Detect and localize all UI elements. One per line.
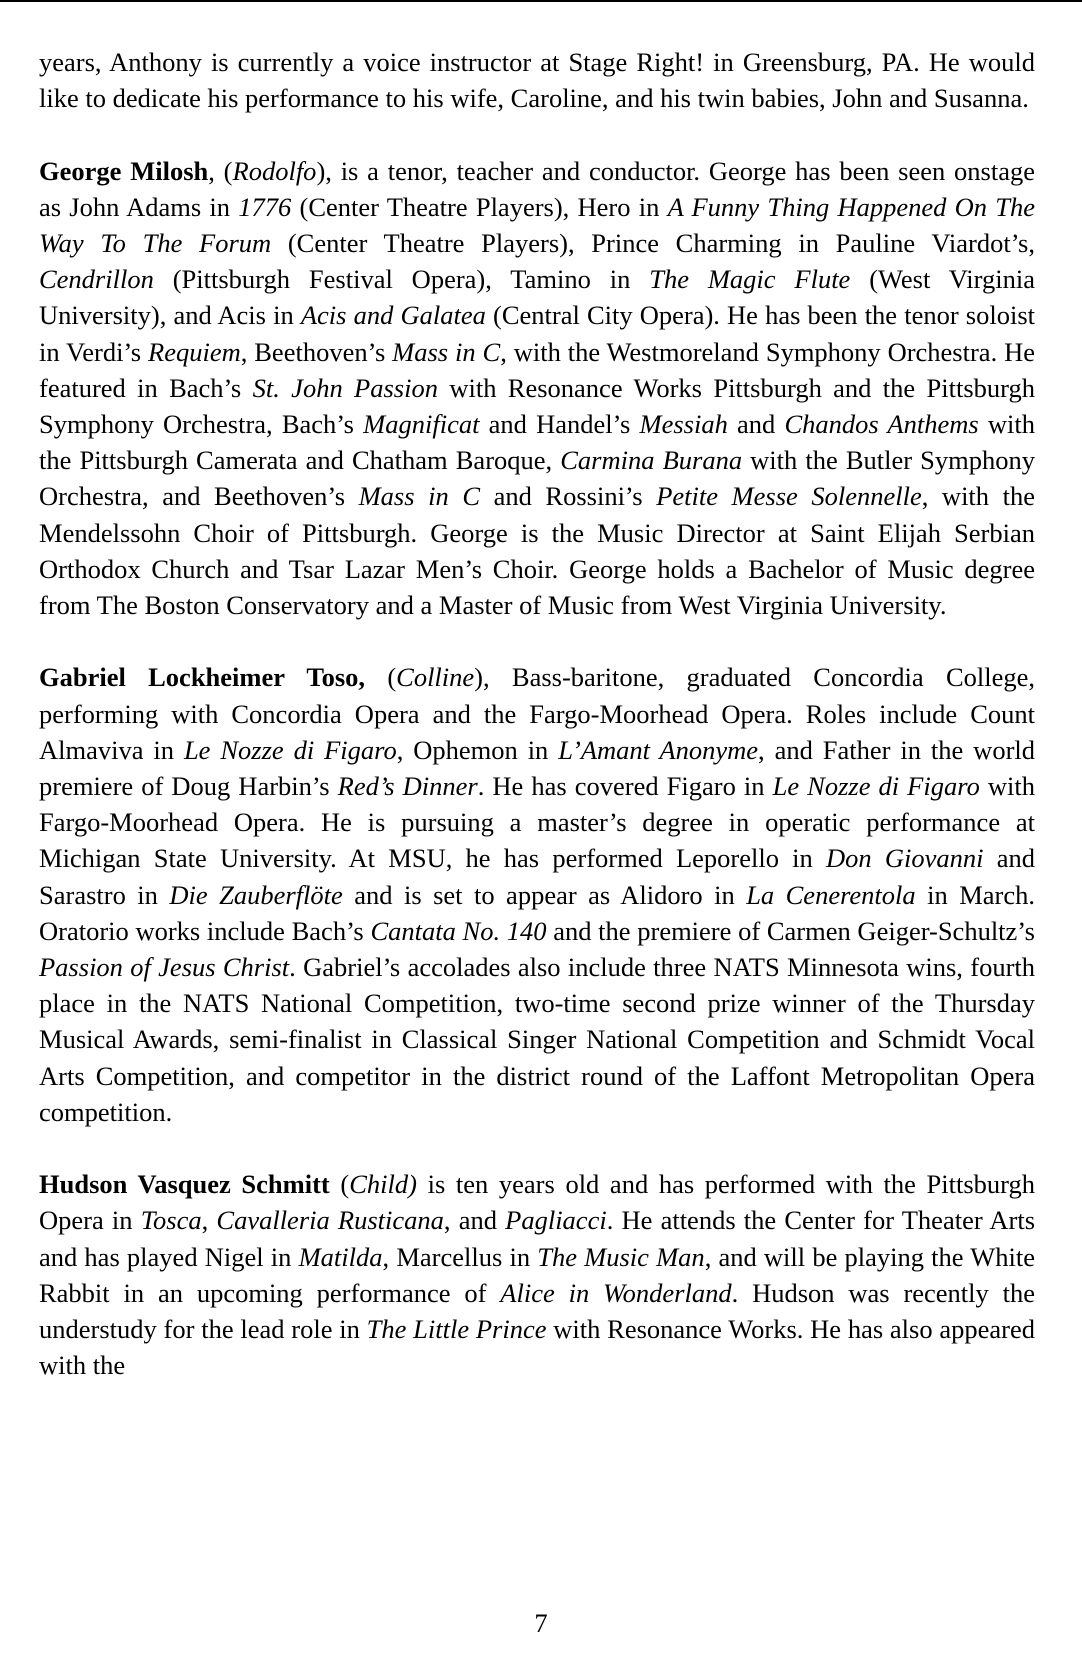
bio-text: with the Pittsburgh Camerata and Chatham Baroque, [39, 409, 1035, 476]
performer-name: Hudson Vasquez Schmitt [39, 1169, 330, 1200]
work-title: Tosca [140, 1205, 202, 1236]
bio-text: and Handel’s [479, 409, 640, 440]
bio-text: (Central City Opera). He has been the tenor soloist in Verdi’s [39, 300, 1035, 367]
work-title: Petite Messe Solennelle [656, 481, 922, 512]
bio-text: (Center Theatre Players), Prince Charming in Pauline Viardot’s, [271, 228, 1035, 258]
bio-text: , with the Westmoreland Symphony Orchestra. He featured in Bach’s [39, 336, 1035, 403]
work-title: Colline [396, 662, 475, 693]
bio-text: in March. Oratorio works include Bach’s [39, 879, 1035, 946]
bio-text: , Ophemon in [396, 734, 559, 765]
bio-text: (West Virginia University), and Acis in [39, 264, 1035, 331]
bio-text: ( [329, 1169, 350, 1200]
work-title: The Little Prince [366, 1314, 547, 1345]
work-title: Cendrillon [39, 264, 154, 295]
bio-text: , and Father in the world premiere of Doug Harbin’s [39, 734, 1036, 802]
bio-text: with Resonance Works. He has also appeared with the [39, 1314, 1036, 1381]
work-title: Alice in Wonderland [500, 1277, 732, 1308]
bio-text: with the Butler Symphony Orchestra, and Beethoven’s [39, 445, 1035, 512]
bio-text: , Marcellus in [382, 1241, 538, 1272]
performer-name: George Milosh [39, 155, 209, 186]
work-title: Matilda [298, 1241, 383, 1272]
work-title: Cavalleria Rusticana [216, 1205, 444, 1236]
bio-text: ), is a tenor, teacher and conductor. George has been seen onstage as John Adams in [39, 155, 1035, 222]
work-title: 1776 [238, 191, 292, 222]
bio-text: and Rossini’s [480, 481, 657, 512]
bio-text: , with the Mendelssohn Choir of Pittsburgh. George is the Music Director at Saint Elijah Serbian Orthodox Church and Tsar Lazar Men’s Choir. George holds a Bachelor of Music degree from The Boston Conservatory and a Master of Music from West Virginia University. [39, 481, 1035, 621]
work-title: Messiah [639, 409, 728, 440]
work-title: Rodolfo [232, 155, 317, 186]
work-title: Mass in C [358, 481, 480, 512]
bio-text: . Gabriel’s accolades also include three NATS Minnesota wins, fourth place in the NATS National Competition, two-time second prize winner of the Thursday Musical Awards, semi-finalist in Classical Singer National Competition and Schmidt Vocal Arts Competition, and competitor in the district round of the Laffont Metropolitan Opera competition. [39, 952, 1036, 1127]
bio-text: , and [443, 1205, 506, 1236]
bio-text: , [201, 1205, 217, 1236]
bio-text: and is set to appear as Alidoro in [342, 879, 747, 910]
work-title: The Music Man [537, 1241, 705, 1272]
work-title: Passion of Jesus Christ [39, 952, 290, 983]
work-title: Mass in C [392, 336, 501, 367]
work-title: Don Giovanni [826, 843, 984, 874]
bio-gabriel-lockheimer-toso [39, 659, 1035, 1130]
bio-text: . Hudson was recently the understudy for the lead role in [39, 1277, 1035, 1345]
work-title: The Magic Flute [649, 264, 851, 295]
bio-text: and [727, 409, 785, 440]
work-title: St. John Passion [252, 372, 438, 403]
work-title: Red’s Dinner [337, 771, 478, 802]
page-number: 7 [534, 1608, 548, 1638]
bio-text: . He has covered Figaro in [477, 771, 773, 802]
bio-text: (Pittsburgh Festival Opera), Tamino in [153, 264, 650, 295]
work-title: Child) [349, 1169, 417, 1200]
work-title: A Funny Thing Happened On The Way To The Forum [39, 191, 1035, 258]
bio-text: , and will be playing the White Rabbit in an upcoming performance of [39, 1241, 1035, 1308]
bio-george-milosh [39, 153, 1035, 624]
bio-text: (Center Theatre Players), Hero in [291, 191, 668, 222]
work-title: Requiem [148, 336, 241, 367]
bio-text: and the premiere of Carmen Geiger-Schultz’s [546, 915, 1035, 946]
bio-text: with Fargo-Moorhead Opera. He is pursuing a master’s degree in operatic performance at Michigan State University. At MSU, he has performed Leporello in [39, 771, 1036, 874]
work-title: Die Zauberflöte [169, 879, 343, 910]
work-title: L’Amant Anonyme [558, 734, 759, 765]
bio-anthony-continued [39, 44, 1035, 116]
work-title: Magnificat [363, 409, 480, 440]
work-title: Carmina Burana [560, 445, 743, 476]
bio-text: ( [365, 662, 397, 693]
bio-hudson-vasquez-schmitt [39, 1166, 1035, 1383]
work-title: Pagliacci [505, 1205, 607, 1236]
work-title: Le Nozze di Figaro [772, 771, 980, 802]
work-title: Chandos Anthems [784, 409, 979, 440]
bio-text: years, Anthony is currently a voice instructor at Stage Right! in Greensburg, PA. He would like to dedicate his performance to his wife, Caroline, and his twin babies, John and Susanna. [39, 47, 1035, 114]
top-border-rule [0, 0, 1082, 2]
bio-text: and Sarastro in [39, 843, 1036, 910]
bio-text: , ( [208, 155, 233, 186]
work-title: Cantata No. 140 [370, 915, 547, 946]
work-title: La Cenerentola [746, 879, 916, 910]
work-title: Le Nozze di Figaro [183, 734, 397, 765]
work-title: Acis and Galatea [300, 300, 486, 331]
bio-text: is ten years old and has performed with the Pittsburgh Opera in [39, 1169, 1035, 1236]
bio-text: , Beethoven’s [240, 336, 393, 367]
document-page-body [39, 44, 1035, 1383]
bio-text: with Resonance Works Pittsburgh and the Pittsburgh Symphony Orchestra, Bach’s [39, 372, 1035, 440]
performer-name: Gabriel Lockheimer Toso, [39, 662, 366, 693]
bio-text: . He attends the Center for Theater Arts and has played Nigel in [39, 1205, 1036, 1272]
bio-text: ), Bass-baritone, graduated Concordia College, performing with Concordia Opera and the Fargo-Moorhead Opera. Roles include Count Almaviva in [39, 662, 1035, 765]
